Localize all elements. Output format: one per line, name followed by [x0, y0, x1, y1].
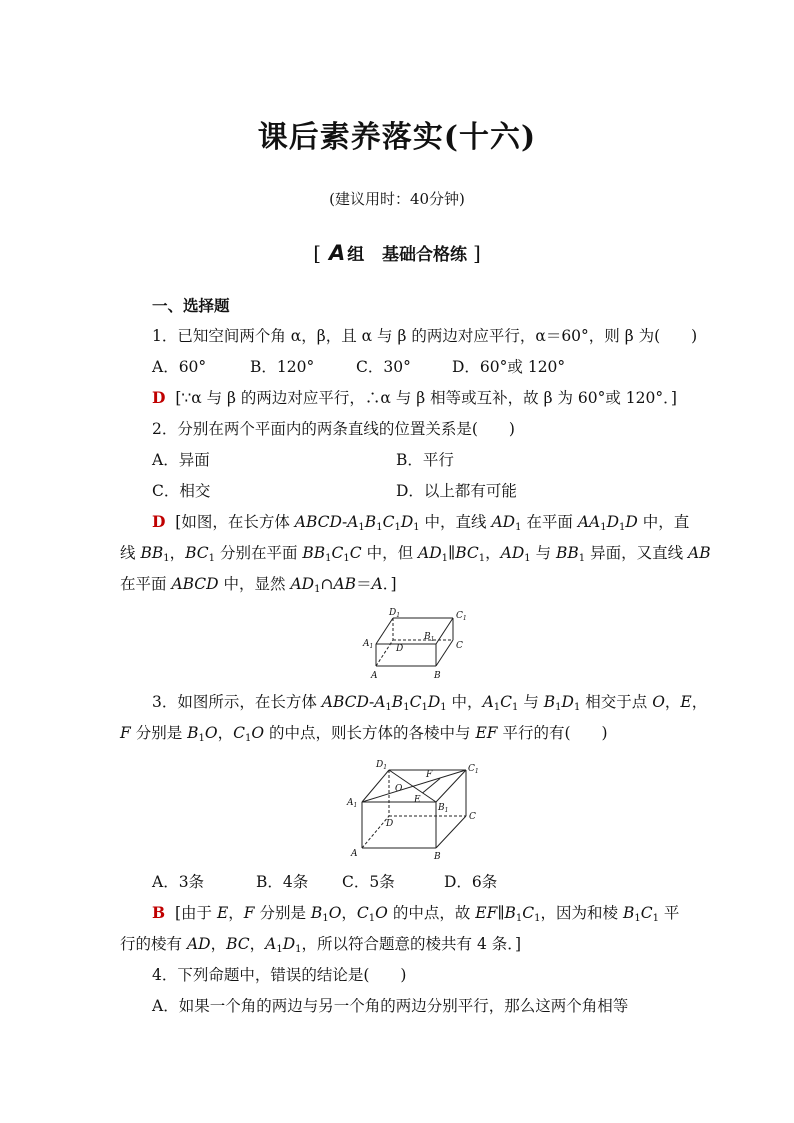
q4-stem: 4．下列命题中，错误的结论是( ) — [152, 966, 407, 984]
q3-option-c: C．5条 — [342, 873, 395, 891]
group-header — [0, 240, 794, 265]
q1-option-a: A．60° — [152, 358, 207, 376]
group-letter: A — [328, 241, 346, 265]
q3-option-a: A．3条 — [152, 873, 205, 891]
fig1-label-c: C — [456, 641, 463, 651]
q2-explanation-line3: 在平面 ABCD 中，显然 $AD_1\cap AB=A$．] — [120, 575, 397, 595]
q2-explanation-line1: D [如图，在长方体 ABCD-$A_1B_1C_1D_1$ 中，直线 $AD_1$ 在平面 $AA_1D_1D$ 中，直 — [152, 512, 690, 533]
group-bracket-open: [ — [313, 241, 322, 265]
q3-option-b: B．4条 — [256, 873, 309, 891]
fig1-label-d1: $D_1$ — [389, 608, 401, 619]
q3-stem-line1: 3．如图所示，在长方体 ABCD-$A_1B_1C_1D_1$ 中，$A_1C_1$ 与 $B_1D_1$ 相交于点 O，E， — [152, 693, 708, 713]
q2-option-c: C．相交 — [152, 482, 211, 500]
q2-option-b: B．平行 — [396, 451, 454, 469]
q3-answer-letter: B — [152, 903, 166, 922]
fig1-label-b: B — [434, 671, 441, 681]
figure-cuboid-1 — [360, 604, 470, 682]
group-name: 基础合格练 — [382, 245, 468, 265]
fig1-label-b1: $B_1$ — [424, 632, 435, 643]
fig2-label-o: O — [395, 784, 403, 794]
q4-option-a: A．如果一个角的两边与另一个角的两边分别平行，那么这两个角相等 — [152, 997, 629, 1015]
page-title: 课后素养落实(十六) — [257, 120, 537, 155]
fig1-label-a1: $A_1$ — [363, 639, 374, 650]
fig2-label-c1: $C_1$ — [468, 764, 479, 775]
q2-explanation-line2: 线 $BB_1$，$BC_1$ 分别在平面 $BB_1C_1C$ 中，但 $AD_1\parallel BC_1$，$AD_1$ 与 $BB_1$ 异面，又直线 AB — [120, 544, 711, 564]
fig1-label-d: D — [396, 644, 404, 654]
q1-option-d: D．60°或 120° — [452, 358, 566, 376]
section-heading: 一、选择题 — [152, 296, 230, 315]
q1-answer-letter: D — [152, 388, 166, 407]
fig2-label-a: A — [351, 849, 358, 859]
q2-option-a: A．异面 — [152, 451, 210, 469]
fig2-label-a1: $A_1$ — [347, 798, 358, 809]
group-bracket-close: ] — [472, 241, 481, 265]
fig2-label-b1: $B_1$ — [438, 803, 449, 814]
fig2-label-e: E — [414, 795, 421, 805]
fig2-label-c: C — [469, 812, 476, 822]
q1-option-b: B．120° — [250, 358, 315, 376]
fig2-label-b: B — [434, 852, 441, 862]
fig2-label-d: D — [386, 819, 394, 829]
suggested-time: (建议用时：40分钟) — [329, 190, 465, 208]
q3-explanation-line1: B [由于 E，F 分别是 $B_1O$，$C_1O$ 的中点，故 $EF\parallel B_1C_1$，因为和棱 $B_1C_1$ 平 — [152, 903, 680, 924]
q3-explanation-line2: 行的棱有 AD，BC，$A_1D_1$，所以符合题意的棱共有 4 条．] — [120, 935, 522, 955]
q2-stem: 2．分别在两个平面内的两条直线的位置关系是( ) — [152, 420, 515, 438]
q1-answer — [152, 388, 677, 408]
q2-option-d: D．以上都有可能 — [396, 482, 517, 500]
q2-answer-letter: D — [152, 512, 166, 531]
q1-stem: 1．已知空间两个角 α，β，且 α 与 β 的两边对应平行，α＝60°，则 β 为( ) — [152, 327, 698, 345]
q1-explanation: [∵α 与 β 的两边对应平行，∴α 与 β 相等或互补，故 β 为 60°或 120°．] — [175, 389, 677, 407]
q1-option-c: C．30° — [356, 358, 411, 376]
fig2-label-f: F — [426, 770, 433, 780]
figure-cuboid-2 — [344, 756, 484, 862]
fig1-label-a: A — [371, 671, 378, 681]
fig1-label-c1: $C_1$ — [456, 611, 467, 622]
q3-option-d: D．6条 — [444, 873, 498, 891]
group-word: 组 — [347, 245, 365, 265]
fig2-label-d1: $D_1$ — [376, 760, 388, 771]
q3-stem-line2: F 分别是 $B_1O$，$C_1O$ 的中点，则长方体的各棱中与 EF 平行的有( ) — [120, 724, 608, 744]
